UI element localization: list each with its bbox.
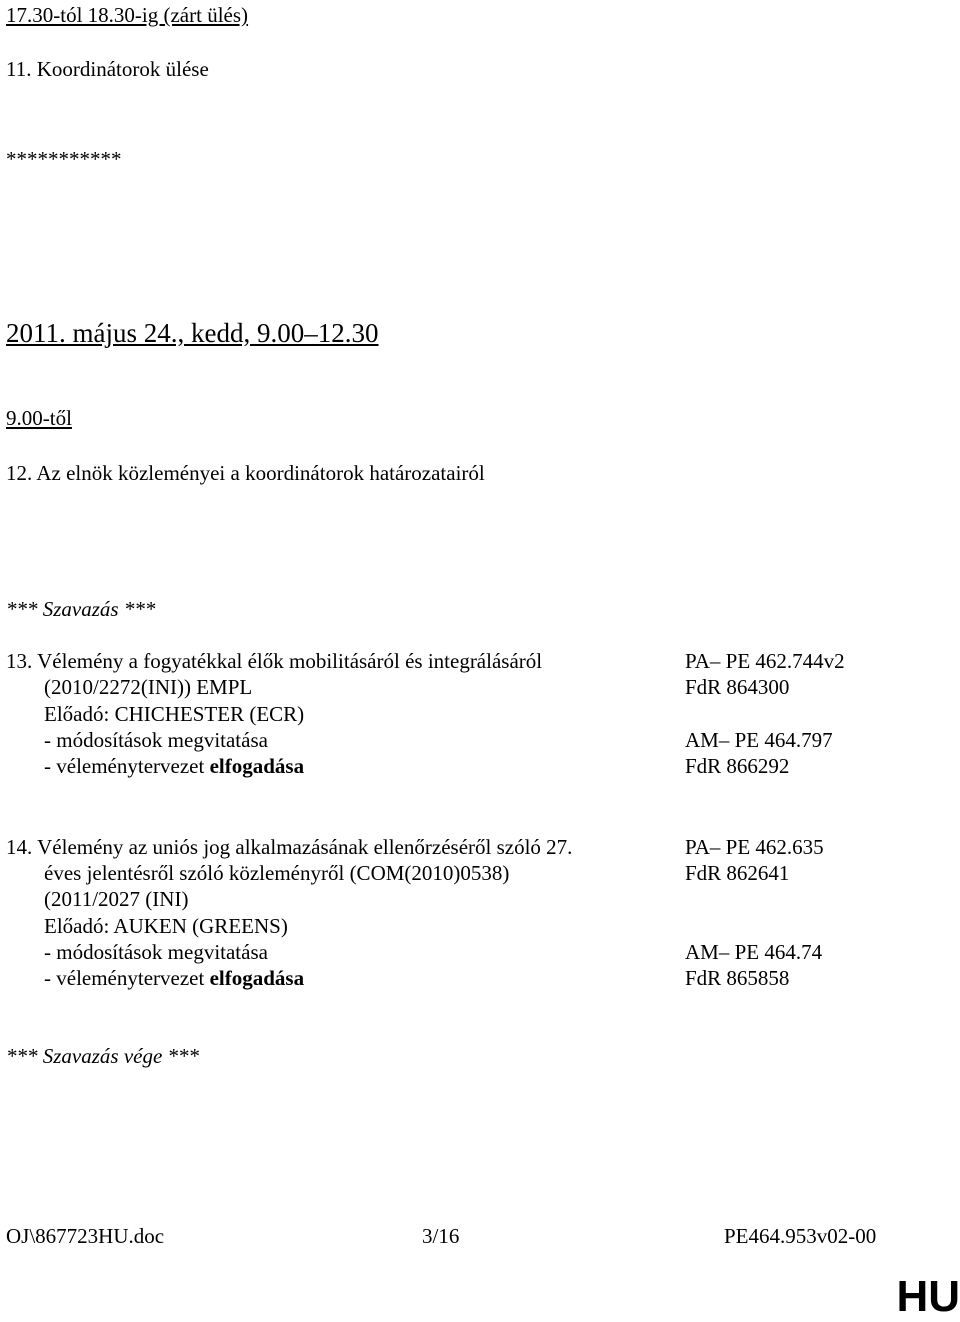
adoption-label-bold: elfogadása [209, 966, 305, 990]
agenda-item-13-amendments: - módosítások megvitatása [44, 728, 268, 752]
voting-start-label: *** Szavazás *** [6, 597, 156, 621]
adoption-label-bold: elfogadása [209, 754, 305, 778]
time-heading: 17.30-tól 18.30-ig (zárt ülés) [6, 3, 249, 27]
footer-page-number: 3/16 [422, 1224, 460, 1248]
agenda-item-13-ref-fdr2: FdR 866292 [685, 754, 790, 778]
footer-doc-ref: OJ\867723HU.doc [6, 1224, 165, 1248]
agenda-item-14-title-cont: éves jelentésről szóló közleményről (COM(2010)0538) [44, 861, 510, 885]
agenda-item-14-rapporteur: Előadó: AUKEN (GREENS) [44, 914, 288, 938]
agenda-item-14-procedure: (2011/2027 (INI) [44, 887, 189, 911]
agenda-item-13-title: 13. Vélemény a fogyatékkal élők mobilitásáról és integrálásáról [6, 649, 543, 673]
agenda-item-13-ref-am: AM– PE 464.797 [685, 728, 833, 752]
voting-end-label: *** Szavazás vége *** [6, 1044, 200, 1068]
separator-stars: *********** [6, 147, 122, 171]
session-date-heading: 2011. május 24., kedd, 9.00–12.30 [6, 318, 379, 348]
adoption-label: - véleménytervezet [44, 966, 210, 990]
agenda-item-13-rapporteur: Előadó: CHICHESTER (ECR) [44, 702, 305, 726]
agenda-item-11: 11. Koordinátorok ülése [6, 57, 209, 81]
agenda-item-14-ref-fdr: FdR 862641 [685, 861, 790, 885]
agenda-item-14-ref-fdr2: FdR 865858 [685, 966, 790, 990]
agenda-item-13-adoption [44, 753, 304, 779]
agenda-item-14-title: 14. Vélemény az uniós jog alkalmazásának ellenőrzéséről szóló 27. [6, 835, 573, 859]
adoption-label: - véleménytervezet [44, 754, 210, 778]
from-time-heading: 9.00-től [6, 406, 72, 430]
agenda-item-13-ref-pa: PA– PE 462.744v2 [685, 649, 845, 673]
agenda-item-14-ref-pa: PA– PE 462.635 [685, 835, 824, 859]
footer-pe-ref: PE464.953v02-00 [724, 1224, 877, 1248]
agenda-item-12: 12. Az elnök közleményei a koordinátorok határozatairól [6, 461, 485, 485]
agenda-item-14-adoption [44, 965, 304, 991]
agenda-item-14-ref-am: AM– PE 464.74 [685, 940, 823, 964]
agenda-item-14-amendments: - módosítások megvitatása [44, 940, 268, 964]
agenda-item-13-procedure: (2010/2272(INI)) EMPL [44, 675, 253, 699]
footer-language-code: HU [896, 1272, 960, 1321]
agenda-item-13-ref-fdr: FdR 864300 [685, 675, 790, 699]
